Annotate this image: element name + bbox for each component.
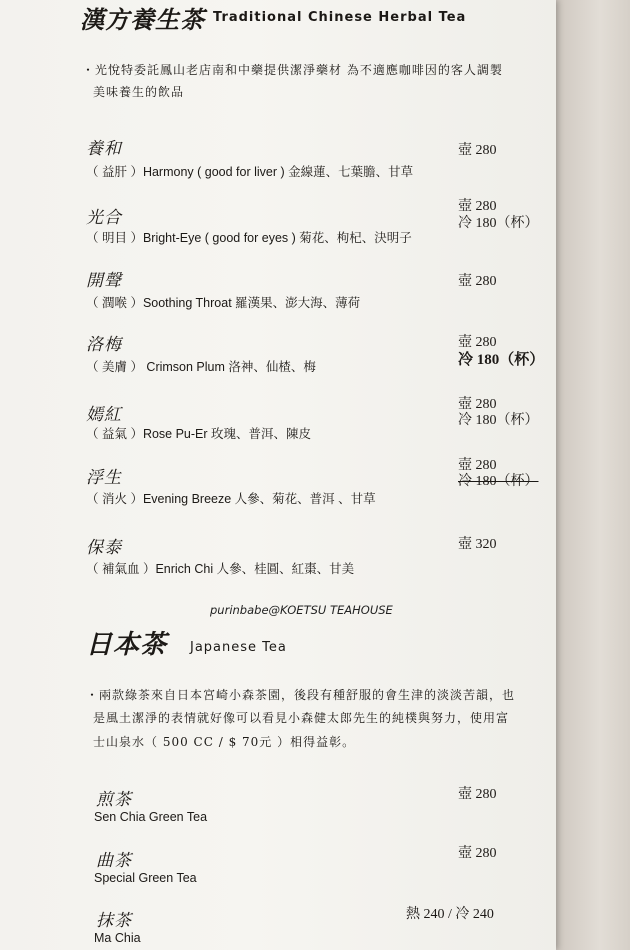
herbal-item-name: 洛梅	[86, 335, 122, 355]
japanese-intro-line-2: 是風土潔淨的表情就好像可以看見小森健太郎先生的純樸與努力，使用富	[93, 711, 510, 725]
japanese-intro-line-1: ・兩款綠茶來自日本宮崎小森茶園，後段有種舒服的會生津的淡淡苦韻，也	[86, 688, 516, 702]
herbal-item-desc: （ 益氣 ）Rose Pu-Er 玫瑰、普洱、陳皮	[86, 427, 312, 441]
japanese-item-name: 曲茶	[96, 851, 132, 871]
japanese-item-en: Special Green Tea	[94, 871, 197, 885]
japanese-title-en: Japanese Tea	[190, 640, 287, 655]
background-wall	[556, 0, 630, 950]
japanese-item-name: 煎茶	[96, 790, 132, 810]
japanese-item-price: 壺 280	[458, 846, 497, 861]
watermark: purinbabe@KOETSU TEAHOUSE	[210, 603, 393, 617]
herbal-item-desc: （ 補氣血 ）Enrich Chi 人參、桂圓、紅棗、甘美	[86, 562, 355, 576]
herbal-item-price-pot: 壺 280	[458, 335, 497, 350]
japanese-item-en: Ma Chia	[94, 931, 141, 945]
herbal-item-name: 浮生	[86, 468, 122, 488]
herbal-intro-line-2: 美味養生的飲品	[93, 85, 185, 99]
herbal-item-desc: （ 明目 ）Bright-Eye ( good for eyes ) 菊花、枸杞、決明子	[86, 231, 412, 245]
herbal-item-price-pot: 壺 320	[458, 537, 497, 552]
herbal-item-name: 養和	[86, 139, 122, 159]
herbal-item-price-pot: 壺 280	[458, 143, 497, 158]
herbal-item-price-cold-crossed: 冷 180（杯）	[458, 474, 539, 489]
japanese-item-price: 壺 280	[458, 787, 497, 802]
herbal-item-name: 嫣紅	[86, 405, 122, 425]
herbal-item-price-pot: 壺 280	[458, 274, 497, 289]
japanese-item-price: 熱 240 / 冷 240	[406, 907, 494, 922]
herbal-item-desc: （ 消火 ）Evening Breeze 人參、菊花、普洱 、甘草	[86, 492, 376, 506]
herbal-item-price-pot: 壺 280	[458, 199, 497, 214]
japanese-item-en: Sen Chia Green Tea	[94, 810, 208, 824]
japanese-intro-line-3: 士山泉水（ 500 CC / $ 70元 ）相得益彰。	[93, 735, 356, 749]
herbal-title-en: Traditional Chinese Herbal Tea	[213, 10, 467, 25]
herbal-item-desc: （ 美膚 ） Crimson Plum 洛神、仙楂、梅	[86, 360, 316, 374]
japanese-title-cn: 日本茶	[86, 630, 168, 660]
japanese-item-name: 抹茶	[96, 911, 132, 931]
herbal-item-name: 開聲	[86, 271, 122, 291]
herbal-intro-line-1: ・光悅特委託鳳山老店南和中藥提供潔淨藥材 為不適應咖啡因的客人調製	[82, 63, 503, 77]
herbal-item-name: 保泰	[86, 538, 122, 558]
herbal-item-price-cold: 冷 180（杯）	[458, 413, 539, 428]
herbal-item-price-pot: 壺 280	[458, 458, 497, 473]
herbal-item-price-cold: 冷 180（杯）	[458, 216, 539, 231]
herbal-item-price-pot: 壺 280	[458, 397, 497, 412]
herbal-item-desc: （ 益肝 ）Harmony ( good for liver ) 金線蓮、七葉膽、甘草	[86, 165, 414, 179]
herbal-item-price-cold: 冷 180（杯）	[458, 352, 545, 368]
herbal-item-desc: （ 潤喉 ）Soothing Throat 羅漢果、澎大海、薄荷	[86, 296, 361, 310]
herbal-title-cn: 漢方養生茶	[80, 5, 205, 34]
herbal-item-name: 光合	[86, 208, 122, 228]
